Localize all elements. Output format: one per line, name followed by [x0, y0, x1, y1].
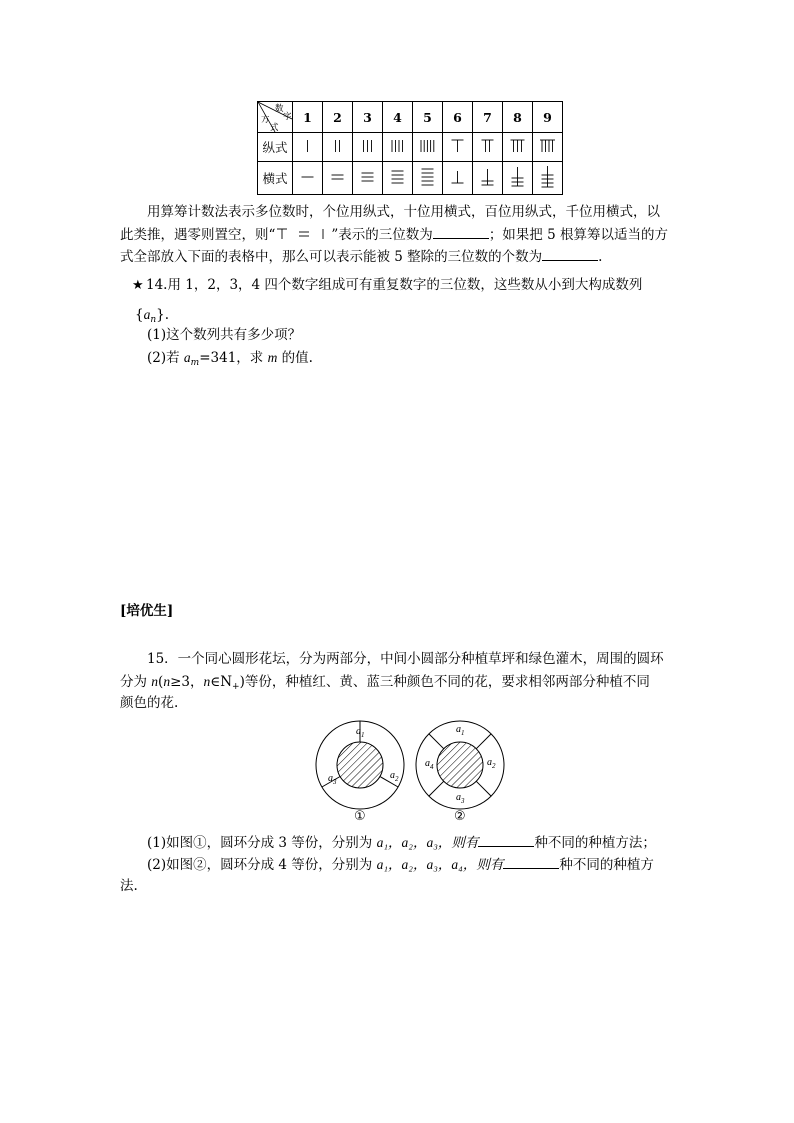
fig2-label-a3: $a_3$: [456, 792, 465, 805]
digit-header: 8: [503, 102, 533, 133]
sequence-var: a: [143, 307, 151, 322]
p15-l2-n2: n: [163, 674, 171, 689]
p15-q2-c: 种不同的种植方: [559, 857, 654, 873]
row-label-horizontal: 横式: [258, 162, 293, 195]
answer-blank-1[interactable]: [433, 223, 489, 239]
figure-1: [316, 721, 404, 824]
rod-vertical-4: [383, 133, 413, 162]
p15-l2-a: 分为: [120, 674, 152, 690]
challenge-mark-icon: ★: [132, 278, 144, 293]
p15-l2-sub: +: [232, 682, 240, 692]
p15-line3: 颜色的花.: [120, 695, 179, 711]
rod-horizontal-8: [503, 162, 533, 195]
rod-horizontal-6: [443, 162, 473, 195]
p15-q2: [147, 853, 654, 877]
answer-blank-4[interactable]: [503, 853, 559, 869]
rod-horizontal-2: [323, 162, 353, 195]
p14-q2-c: 的值.: [277, 350, 313, 366]
p15-l2-b: (: [158, 674, 164, 690]
p14-q2-sub: m: [190, 358, 200, 368]
p15-q1: [147, 831, 656, 855]
corner-fang: 方: [261, 115, 270, 125]
p15-q2-b: a₁，a₂，a₃，a₄，则有: [376, 857, 504, 872]
section-heading: [培优生]: [120, 603, 174, 619]
digit-header: 2: [323, 102, 353, 133]
p15-q2-a: (2)如图②，圆环分成 4 等份，分别为: [147, 857, 377, 873]
p13-line2-a: 此类推，遇零则置空，则“: [120, 227, 276, 243]
digit-header: 1: [293, 102, 323, 133]
fig1-label-a3: $a_3$: [328, 773, 337, 786]
p13-line2-c: ；如果把 5 根算筹以适当的方: [488, 227, 668, 243]
row-label-vertical: 纵式: [258, 133, 293, 162]
p14-q2-b: =341，求: [199, 350, 268, 366]
fig1-caption: ①: [354, 809, 366, 824]
digit-header: 9: [533, 102, 563, 133]
p14-line1: [132, 274, 643, 297]
rod-vertical-1: [293, 133, 323, 162]
corner-shu: 数: [275, 104, 284, 114]
digit-header: 4: [383, 102, 413, 133]
rod-vertical-2: [323, 133, 353, 162]
ring-figures: [310, 715, 520, 825]
fig2-label-a2: $a_2$: [487, 757, 496, 770]
brace-close: }.: [156, 307, 170, 323]
fig2-label-a4: $a_4$: [425, 758, 434, 771]
p15-line1: 15．一个同心圆形花坛，分为两部分，中间小圆部分种植草坪和绿色灌木，周围的圆环: [147, 651, 664, 667]
rod-vertical-8: [503, 133, 533, 162]
digit-header: 3: [353, 102, 383, 133]
p15-q1-a: (1)如图①，圆环分成 3 等份，分别为: [147, 835, 377, 851]
fig2-caption: ②: [454, 809, 466, 824]
p15-l2-n3: n: [203, 674, 211, 689]
p14-q2-m: m: [267, 350, 278, 365]
corner-shi: 式: [270, 123, 279, 133]
rod-numeral-table: [257, 101, 563, 195]
p15-l2-e: )等份，种植红、黄、蓝三种颜色不同的花，要求相邻两部分种植不同: [239, 674, 650, 690]
p14-q2: [147, 346, 313, 375]
p13-line1: 用算筹计数法表示多位数时，个位用纵式，十位用横式，百位用纵式，千位用横式，以: [147, 204, 660, 220]
p15-line2: [120, 670, 650, 699]
p14-q2-a: (2)若: [147, 350, 184, 366]
p15-q1-c: 种不同的种植方法；: [534, 835, 656, 851]
brace-open: {: [135, 307, 144, 323]
rod-horizontal-5: [413, 162, 443, 195]
rod-horizontal-1: [293, 162, 323, 195]
p13-line2-b: ”表示的三位数为: [331, 227, 433, 243]
digit-header: 7: [473, 102, 503, 133]
rod-vertical-9: [533, 133, 563, 162]
p15-l2-d: ∈N: [210, 674, 233, 690]
rod-vertical-6: [443, 133, 473, 162]
rod-notation-6-0-1: [275, 227, 331, 241]
p15-l2-c: ≥3，: [170, 674, 204, 690]
sequence-sub: n: [150, 315, 157, 325]
fig1-label-a2: $a_2$: [390, 770, 399, 783]
p14-line1-text: 14.用 1，2，3，4 四个数字组成可有重复数字的三位数，这些数从小到大构成数列: [146, 277, 643, 293]
p13-line3-b: .: [598, 249, 603, 265]
p13-line2: [120, 223, 668, 247]
figure-2: [416, 721, 504, 824]
rod-vertical-7: [473, 133, 503, 162]
rod-vertical-5: [413, 133, 443, 162]
rod-horizontal-4: [383, 162, 413, 195]
answer-blank-2[interactable]: [542, 245, 598, 261]
rod-horizontal-3: [353, 162, 383, 195]
p14-q2-var: a: [183, 350, 191, 365]
rod-vertical-3: [353, 133, 383, 162]
corner-zi: 字: [283, 112, 292, 122]
table-corner-header: [258, 102, 293, 133]
answer-blank-3[interactable]: [478, 831, 534, 847]
p13-line3-a: 式全部放入下面的表格中，那么可以表示能被 5 整除的三位数的个数为: [120, 249, 543, 265]
rod-horizontal-9: [533, 162, 563, 195]
p15-q2-line2: 法.: [120, 878, 138, 894]
fig1-label-a1: $a_1$: [356, 726, 365, 739]
digit-header: 5: [413, 102, 443, 133]
fig2-label-a1: $a_1$: [456, 724, 465, 737]
p14-q1: (1)这个数列共有多少项？: [147, 327, 302, 343]
p15-l2-n: n: [151, 674, 159, 689]
p13-line3: [120, 245, 602, 269]
digit-header: 6: [443, 102, 473, 133]
p15-q1-b: a₁，a₂，a₃，则有: [376, 835, 479, 850]
rod-horizontal-7: [473, 162, 503, 195]
